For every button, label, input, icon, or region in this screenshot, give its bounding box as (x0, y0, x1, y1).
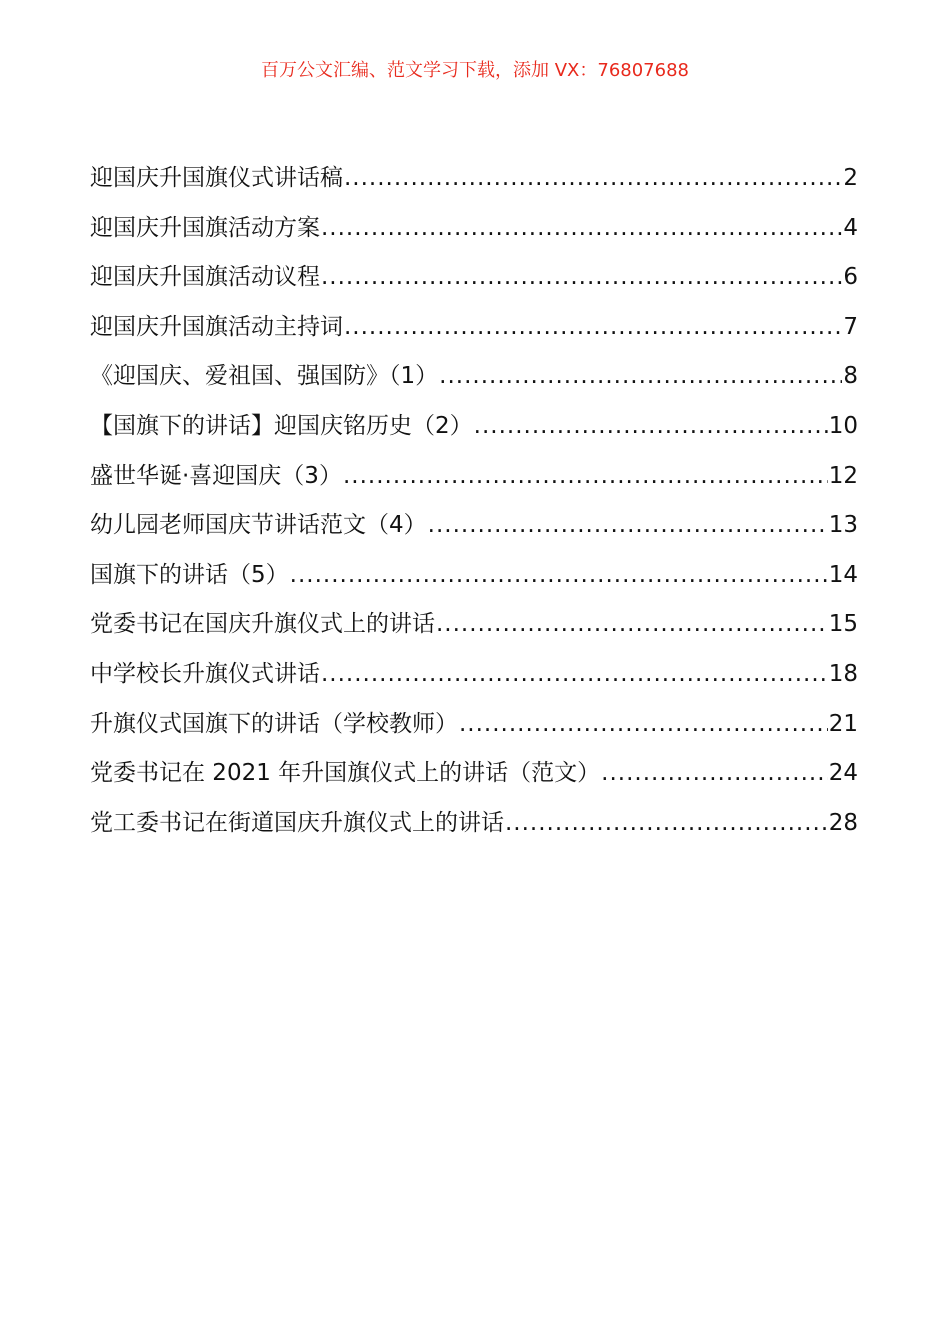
toc-dot-leader (290, 555, 828, 595)
toc-dot-leader (321, 257, 842, 297)
toc-entry-title: 党委书记在 2021 年升国旗仪式上的讲话（范文） (90, 760, 601, 787)
toc-entry[interactable] (90, 406, 858, 456)
toc-entry-title: 【国旗下的讲话】迎国庆铭历史（2） (90, 412, 473, 439)
toc-entry-title: 国旗下的讲话（5） (90, 561, 289, 588)
toc-entry[interactable] (90, 356, 858, 406)
toc-entry[interactable] (90, 208, 858, 258)
toc-entry-page: 10 (828, 412, 858, 439)
toc-entry[interactable] (90, 654, 858, 704)
toc-entry-page: 12 (828, 462, 858, 489)
toc-entry-title: 迎国庆升国旗仪式讲话稿 (90, 165, 343, 191)
toc-entry-title: 党委书记在国庆升旗仪式上的讲话 (90, 611, 435, 638)
toc-entry[interactable] (90, 604, 858, 654)
toc-entry[interactable] (90, 257, 858, 307)
toc-entry-page: 4 (843, 214, 858, 241)
toc-entry-page: 7 (843, 313, 858, 340)
toc-entry-title: 盛世华诞·喜迎国庆（3） (90, 462, 342, 489)
toc-entry-page: 2 (843, 165, 858, 191)
toc-entry-page: 28 (828, 809, 858, 836)
toc-entry[interactable] (90, 704, 858, 754)
toc-entry-page: 21 (828, 710, 858, 737)
toc-entry-page: 15 (828, 611, 858, 638)
toc-entry[interactable] (90, 158, 858, 208)
toc-entry-title: 迎国庆升国旗活动方案 (90, 214, 320, 241)
toc-entry-page: 8 (843, 363, 858, 390)
toc-dot-leader (344, 307, 842, 347)
toc-dot-leader (343, 456, 828, 496)
toc-entry-page: 14 (828, 561, 858, 588)
toc-dot-leader (474, 406, 828, 446)
toc-entry-title: 迎国庆升国旗活动议程 (90, 264, 320, 291)
toc-dot-leader (344, 158, 842, 198)
toc-entry[interactable] (90, 753, 858, 803)
toc-dot-leader (428, 505, 828, 545)
toc-entry-title: 迎国庆升国旗活动主持词 (90, 313, 343, 340)
toc-entry-title: 党工委书记在街道国庆升旗仪式上的讲话 (90, 809, 504, 836)
toc-dot-leader (601, 753, 828, 793)
toc-entry[interactable] (90, 803, 858, 853)
toc-dot-leader (505, 803, 828, 843)
toc-entry-title: 幼儿园老师国庆节讲话范文（4） (90, 512, 427, 539)
toc-dot-leader (321, 654, 828, 694)
toc-dot-leader (459, 704, 828, 744)
toc-entry-title: 升旗仪式国旗下的讲话（学校教师） (90, 710, 458, 737)
toc-entry[interactable] (90, 555, 858, 605)
toc-entry-title: 中学校长升旗仪式讲话 (90, 660, 320, 687)
toc-dot-leader (436, 604, 828, 644)
toc-dot-leader (321, 208, 842, 248)
toc-entry-page: 18 (828, 660, 858, 687)
toc-entry[interactable] (90, 456, 858, 506)
toc-entry-page: 24 (828, 760, 858, 787)
toc-entry[interactable] (90, 505, 858, 555)
toc-entry-page: 13 (828, 512, 858, 539)
page-header-watermark: 百万公文汇编、范文学习下载，添加 VX：76807688 (261, 60, 689, 81)
toc-entry[interactable] (90, 307, 858, 357)
toc-entry-title: 《迎国庆、爱祖国、强国防》（1） (90, 363, 439, 390)
toc-dot-leader (439, 356, 842, 396)
table-of-contents (90, 158, 858, 852)
toc-entry-page: 6 (843, 264, 858, 291)
